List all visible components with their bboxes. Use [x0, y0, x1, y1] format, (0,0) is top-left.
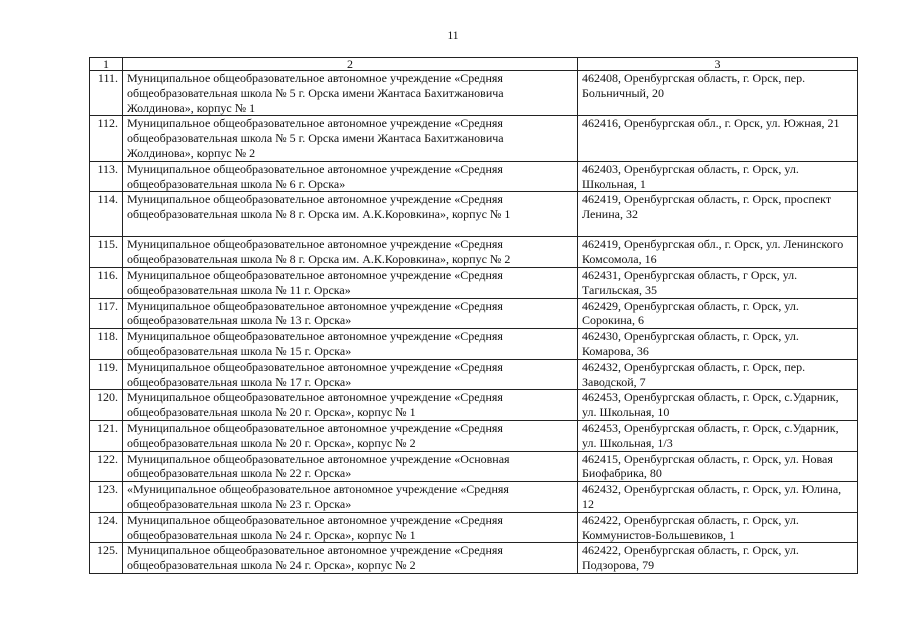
school-name: Муниципальное общеобразовательное автономное учреждение «Средняя общеобразовательная школа № 6 г. Орска»: [123, 161, 578, 192]
table-row: [90, 482, 858, 513]
row-number: 115.: [90, 237, 123, 268]
table-row: [90, 192, 858, 237]
page-number: 11: [447, 30, 459, 42]
school-address: 462422, Оренбургская область, г. Орск, ул. Коммунистов-Большевиков, 1: [578, 512, 858, 543]
school-address: 462429, Оренбургская область, г. Орск, ул. Сорокина, 6: [578, 298, 858, 329]
table-row: [90, 390, 858, 421]
school-address: 462431, Оренбургская область, г Орск, ул. Тагильская, 35: [578, 267, 858, 298]
school-name: «Муниципальное общеобразовательное автономное учреждение «Средняя общеобразовательная школа № 23 г. Орска»: [123, 482, 578, 513]
school-name: Муниципальное общеобразовательное автономное учреждение «Средняя общеобразовательная школа № 5 г. Орска имени Жантаса Бахитжановича Жолдинова», корпус № 2: [123, 116, 578, 161]
schools-table: [89, 57, 858, 574]
row-number: 118.: [90, 329, 123, 360]
table-row: [90, 359, 858, 390]
school-name: Муниципальное общеобразовательное автономное учреждение «Средняя общеобразовательная школа № 24 г. Орска», корпус № 2: [123, 543, 578, 574]
row-number: 112.: [90, 116, 123, 161]
row-number: 121.: [90, 420, 123, 451]
school-address: 462453, Оренбургская область, г. Орск, с.Ударник, ул. Школьная, 1/3: [578, 420, 858, 451]
school-name: Муниципальное общеобразовательное автономное учреждение «Средняя общеобразовательная школа № 11 г. Орска»: [123, 267, 578, 298]
header-col-2: 2: [123, 58, 578, 71]
header-col-1: 1: [90, 58, 123, 71]
row-number: 122.: [90, 451, 123, 482]
row-number: 119.: [90, 359, 123, 390]
table-row: [90, 512, 858, 543]
school-name: Муниципальное общеобразовательное автономное учреждение «Средняя общеобразовательная школа № 8 г. Орска им. А.К.Коровкина», корпус № 1: [123, 192, 578, 237]
school-name: Муниципальное общеобразовательное автономное учреждение «Средняя общеобразовательная школа № 13 г. Орска»: [123, 298, 578, 329]
row-number: 113.: [90, 161, 123, 192]
school-name: Муниципальное общеобразовательное автономное учреждение «Средняя общеобразовательная школа № 20 г. Орска», корпус № 2: [123, 420, 578, 451]
table-row: [90, 267, 858, 298]
table-row: [90, 451, 858, 482]
school-address: 462415, Оренбургская область, г. Орск, ул. Новая Биофабрика, 80: [578, 451, 858, 482]
school-address: 462432, Оренбургская область, г. Орск, пер. Заводской, 7: [578, 359, 858, 390]
school-address: 462416, Оренбургская обл., г. Орск, ул. Южная, 21: [578, 116, 858, 161]
row-number: 125.: [90, 543, 123, 574]
school-name: Муниципальное общеобразовательное автономное учреждение «Средняя общеобразовательная школа № 5 г. Орска имени Жантаса Бахитжановича Жолдинова», корпус № 1: [123, 71, 578, 116]
school-name: Муниципальное общеобразовательное автономное учреждение «Средняя общеобразовательная школа № 15 г. Орска»: [123, 329, 578, 360]
table-row: [90, 298, 858, 329]
table-row: [90, 329, 858, 360]
row-number: 116.: [90, 267, 123, 298]
table-row: [90, 237, 858, 268]
school-address: 462419, Оренбургская область, г. Орск, проспект Ленина, 32: [578, 192, 858, 237]
school-address: 462430, Оренбургская область, г. Орск, ул. Комарова, 36: [578, 329, 858, 360]
row-number: 123.: [90, 482, 123, 513]
school-address: 462403, Оренбургская область, г. Орск, ул. Школьная, 1: [578, 161, 858, 192]
table-row: [90, 543, 858, 574]
table-row: [90, 420, 858, 451]
school-name: Муниципальное общеобразовательное автономное учреждение «Основная общеобразовательная школа № 22 г. Орска»: [123, 451, 578, 482]
header-row: [90, 58, 858, 71]
school-address: 462422, Оренбургская область, г. Орск, ул. Подзорова, 79: [578, 543, 858, 574]
school-address: 462453, Оренбургская область, г. Орск, с.Ударник, ул. Школьная, 10: [578, 390, 858, 421]
header-col-3: 3: [578, 58, 858, 71]
table-row: [90, 116, 858, 161]
school-address: 462419, Оренбургская обл., г. Орск, ул. Ленинского Комсомола, 16: [578, 237, 858, 268]
row-number: 120.: [90, 390, 123, 421]
school-address: 462432, Оренбургская область, г. Орск, ул. Юлина, 12: [578, 482, 858, 513]
row-number: 111.: [90, 71, 123, 116]
school-name: Муниципальное общеобразовательное автономное учреждение «Средняя общеобразовательная школа № 17 г. Орска»: [123, 359, 578, 390]
table-row: [90, 71, 858, 116]
school-name: Муниципальное общеобразовательное автономное учреждение «Средняя общеобразовательная школа № 20 г. Орска», корпус № 1: [123, 390, 578, 421]
row-number: 124.: [90, 512, 123, 543]
row-number: 114.: [90, 192, 123, 237]
school-name: Муниципальное общеобразовательное автономное учреждение «Средняя общеобразовательная школа № 8 г. Орска им. А.К.Коровкина», корпус № 2: [123, 237, 578, 268]
school-name: Муниципальное общеобразовательное автономное учреждение «Средняя общеобразовательная школа № 24 г. Орска», корпус № 1: [123, 512, 578, 543]
row-number: 117.: [90, 298, 123, 329]
school-address: 462408, Оренбургская область, г. Орск, пер. Больничный, 20: [578, 71, 858, 116]
table-row: [90, 161, 858, 192]
